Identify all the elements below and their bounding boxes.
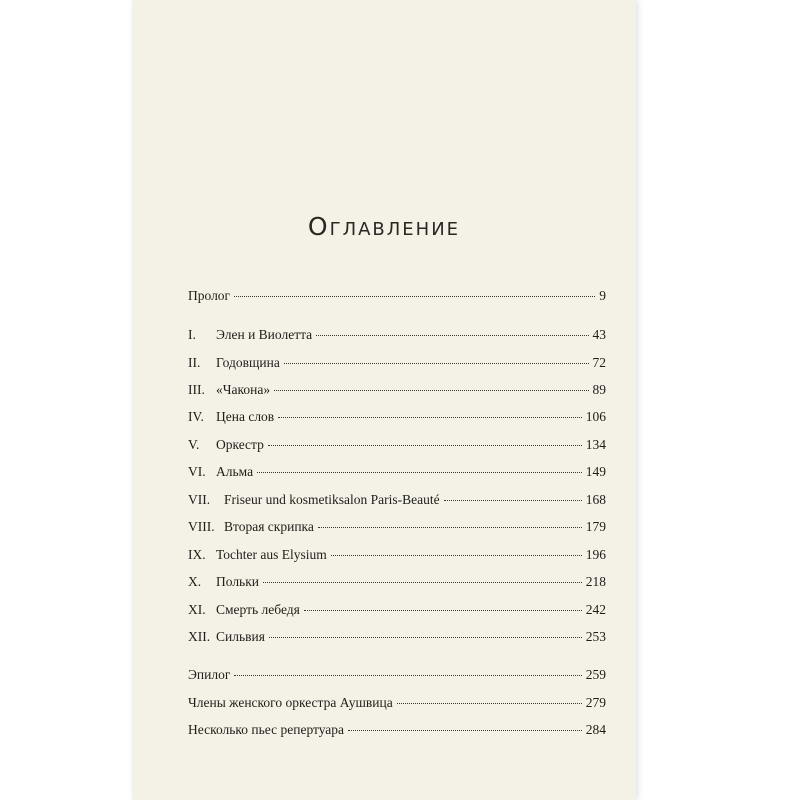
dot-leader bbox=[304, 610, 582, 611]
toc-entry-prologue bbox=[188, 286, 606, 306]
entry-page-number: 196 bbox=[585, 547, 606, 562]
entry-page-number: 284 bbox=[585, 722, 606, 737]
entry-page-number: 179 bbox=[585, 519, 606, 534]
chapter-title: Альма bbox=[216, 464, 254, 479]
chapter-number: II. bbox=[188, 355, 201, 370]
toc-entry-chapter-9 bbox=[188, 545, 606, 565]
dot-leader bbox=[278, 417, 582, 418]
chapter-number: VIII. bbox=[188, 519, 215, 534]
chapter-number: XI. bbox=[188, 602, 206, 617]
chapter-title: Tochter aus Elysium bbox=[216, 547, 327, 562]
dot-leader bbox=[444, 500, 582, 501]
chapter-number: IV. bbox=[188, 409, 204, 424]
dot-leader bbox=[348, 730, 582, 731]
entry-page-number: 72 bbox=[592, 355, 606, 370]
entry-label: Эпилог bbox=[188, 667, 231, 682]
dot-leader bbox=[234, 296, 595, 297]
entry-label: Пролог bbox=[188, 288, 231, 303]
entry-page-number: 43 bbox=[592, 327, 606, 342]
entry-page-number: 218 bbox=[585, 574, 606, 589]
chapter-number: V. bbox=[188, 437, 200, 452]
toc-entry-chapter-2 bbox=[188, 353, 606, 373]
chapter-number: VI. bbox=[188, 464, 206, 479]
entry-page-number: 149 bbox=[585, 464, 606, 479]
chapter-title: «Чакона» bbox=[216, 382, 271, 397]
dot-leader bbox=[269, 637, 582, 638]
toc-entry-epilogue bbox=[188, 665, 606, 685]
entry-page-number: 134 bbox=[585, 437, 606, 452]
toc-entry-chapter-1 bbox=[188, 325, 606, 345]
entry-page-number: 259 bbox=[585, 667, 606, 682]
dot-leader bbox=[284, 363, 589, 364]
chapter-number: III. bbox=[188, 382, 205, 397]
toc-entry-chapter-10 bbox=[188, 572, 606, 592]
dot-leader bbox=[274, 390, 588, 391]
toc-entry-chapter-7 bbox=[188, 490, 606, 510]
chapter-title: Оркестр bbox=[216, 437, 264, 452]
dot-leader bbox=[318, 527, 582, 528]
entry-page-number: 89 bbox=[592, 382, 606, 397]
chapter-number: X. bbox=[188, 574, 202, 589]
chapter-title: Цена слов bbox=[216, 409, 275, 424]
dot-leader bbox=[263, 582, 582, 583]
toc-entry-chapter-3 bbox=[188, 380, 606, 400]
toc-entry-repertoire bbox=[188, 720, 606, 740]
dot-leader bbox=[397, 703, 582, 704]
chapter-title: Вторая скрипка bbox=[224, 519, 314, 534]
chapter-title: Годовщина bbox=[216, 355, 280, 370]
entry-page-number: 253 bbox=[585, 629, 606, 644]
chapter-number: VII. bbox=[188, 492, 211, 507]
entry-page-number: 106 bbox=[585, 409, 606, 424]
dot-leader bbox=[268, 445, 582, 446]
dot-leader bbox=[234, 675, 581, 676]
entry-page-number: 242 bbox=[585, 602, 606, 617]
entry-page-number: 168 bbox=[585, 492, 606, 507]
chapter-number: IX. bbox=[188, 547, 206, 562]
toc-entry-orchestra-members bbox=[188, 693, 606, 713]
chapter-title: Польки bbox=[216, 574, 259, 589]
toc-title: Оглавление bbox=[307, 212, 461, 241]
toc-entry-chapter-11 bbox=[188, 600, 606, 620]
chapter-title: Сильвия bbox=[216, 629, 265, 644]
chapter-number: XII. bbox=[188, 629, 211, 644]
entry-page-number: 279 bbox=[585, 695, 606, 710]
toc-entry-chapter-6 bbox=[188, 462, 606, 482]
chapter-title: Элен и Виолетта bbox=[216, 327, 313, 342]
book-page bbox=[132, 0, 636, 800]
dot-leader bbox=[331, 555, 582, 556]
entry-page-number: 9 bbox=[599, 288, 606, 303]
chapter-number: I. bbox=[188, 327, 196, 342]
dot-leader bbox=[257, 472, 582, 473]
toc-entry-chapter-5 bbox=[188, 435, 606, 455]
dot-leader bbox=[316, 335, 588, 336]
chapter-title: Friseur und kosmetiksalon Paris-Beauté bbox=[224, 492, 440, 507]
entry-label: Несколько пьес репертуара bbox=[188, 722, 345, 737]
entry-label: Члены женского оркестра Аушвица bbox=[188, 695, 393, 710]
toc-entry-chapter-12 bbox=[188, 627, 606, 647]
chapter-title: Смерть лебедя bbox=[216, 602, 300, 617]
toc-entry-chapter-4 bbox=[188, 407, 606, 427]
toc-entry-chapter-8 bbox=[188, 517, 606, 537]
